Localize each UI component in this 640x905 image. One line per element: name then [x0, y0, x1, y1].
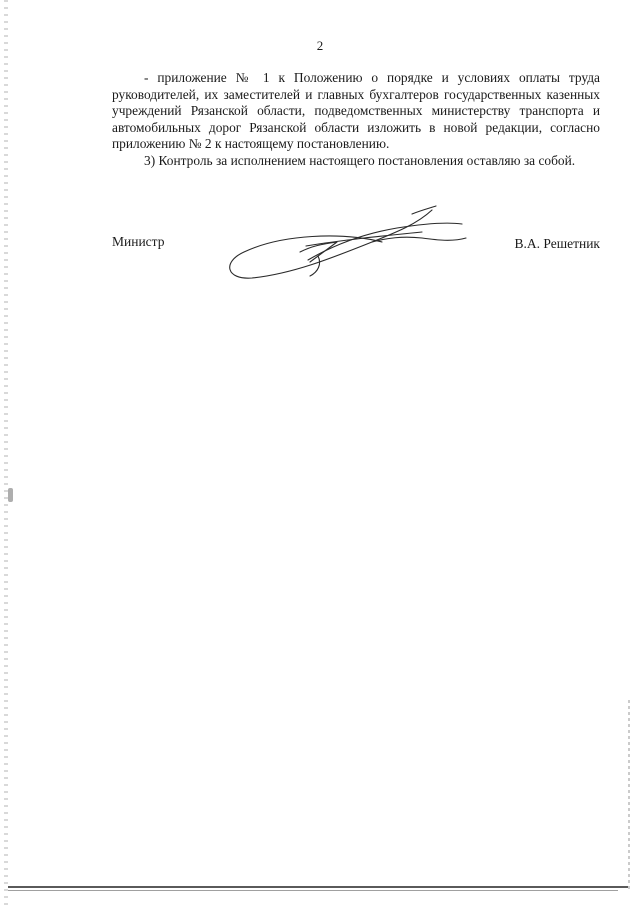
paragraph-appendix: - приложение № 1 к Положению о порядке и условиях оплаты труда руководителей, их заместителей и главных бухгалтеров государственных казенных учреждений Рязанской области, подведомственных министерству транспорта и автомобильных дорог Рязанской области изложить в новой редакции, согласно приложению № 2 к настоящему постановлению. [112, 70, 600, 152]
page-number: 2 [316, 38, 324, 53]
signatory-name: В.А. Решетник [514, 236, 600, 251]
scan-edge-left [4, 0, 8, 905]
scan-speck [8, 488, 13, 502]
scan-edge-bottom-secondary [8, 890, 618, 891]
signatory-title: Министр [112, 234, 165, 249]
paragraph-control: 3) Контроль за исполнением настоящего постановления оставляю за собой. [144, 152, 576, 168]
scan-edge-bottom [8, 886, 628, 888]
body-text [112, 70, 600, 170]
handwritten-signature [222, 202, 472, 292]
scan-edge-right [628, 700, 630, 890]
